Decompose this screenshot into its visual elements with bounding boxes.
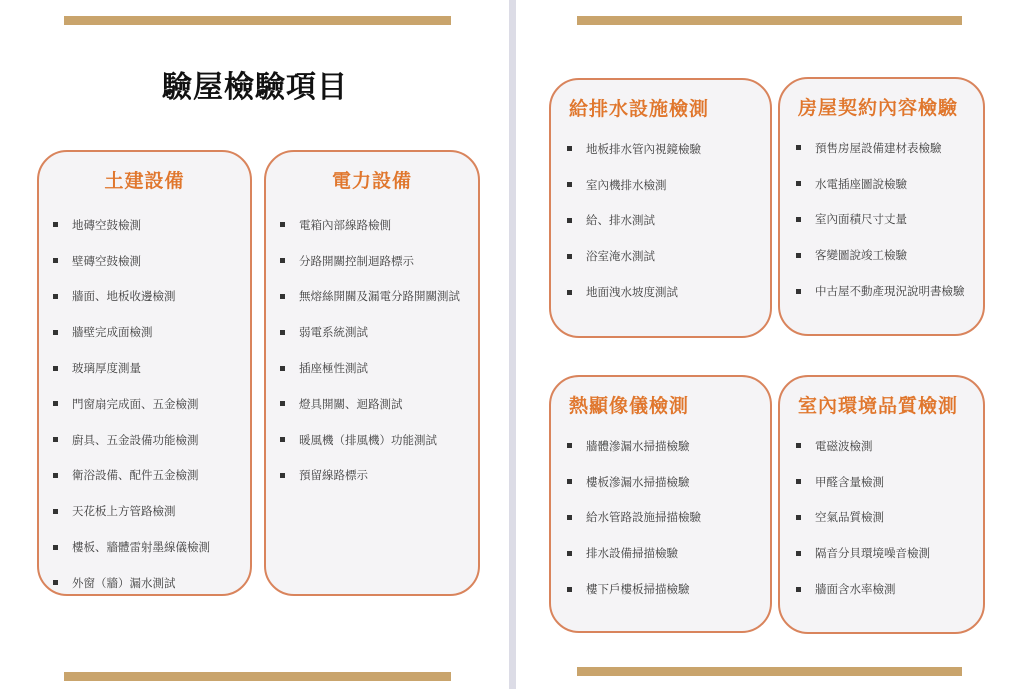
- bullet-icon: [796, 479, 801, 484]
- bullet-icon: [53, 509, 58, 514]
- list-item: 無熔絲開關及漏電分路開關測試: [266, 279, 478, 315]
- bullet-icon: [796, 181, 801, 186]
- list-item: 燈具開關、迴路測試: [266, 386, 478, 422]
- bullet-icon: [567, 515, 572, 520]
- list-item: 牆面含水率檢測: [780, 571, 983, 607]
- bullet-icon: [53, 473, 58, 478]
- bullet-icon: [280, 222, 285, 227]
- card-title: 電力設備: [331, 170, 412, 192]
- list-item: 牆面、地板收邊檢測: [39, 279, 250, 315]
- left-page: [0, 0, 509, 689]
- bullet-icon: [53, 258, 58, 263]
- list-item: 樓板、牆體雷射墨線儀檢測: [39, 529, 250, 565]
- list-item: 甲醛含量檢測: [780, 464, 983, 500]
- card-title: 房屋契約內容檢驗: [798, 97, 959, 119]
- list-item: 電磁波檢測: [780, 428, 983, 464]
- bullet-icon: [796, 253, 801, 258]
- list-item: 室內面積尺寸丈量: [780, 202, 983, 238]
- list-item: 壁磚空鼓檢測: [39, 243, 250, 279]
- list-item: 樓下戶樓板掃描檢驗: [551, 571, 770, 607]
- list-item: 給、排水測試: [551, 203, 770, 239]
- bullet-icon: [280, 437, 285, 442]
- card-title: 室內環境品質檢測: [798, 395, 959, 417]
- list-item: 地板排水管內視鏡檢驗: [551, 131, 770, 167]
- bullet-icon: [280, 401, 285, 406]
- right-page: [516, 0, 1024, 689]
- list-item: 中古屋不動產現況說明書檢驗: [780, 273, 983, 309]
- list-item: 牆體滲漏水掃描檢驗: [551, 428, 770, 464]
- item-list: [780, 130, 983, 309]
- item-list: [39, 207, 250, 601]
- card-contract-inspection: [778, 77, 985, 336]
- bullet-icon: [53, 545, 58, 550]
- bullet-icon: [567, 218, 572, 223]
- bullet-icon: [53, 366, 58, 371]
- bullet-icon: [796, 443, 801, 448]
- list-item: 地磚空鼓檢測: [39, 207, 250, 243]
- list-item: 預售房屋設備建材表檢驗: [780, 130, 983, 166]
- list-item: 室內機排水檢測: [551, 167, 770, 203]
- list-item: 外窗（牆）漏水測試: [39, 565, 250, 601]
- list-item: 插座極性測試: [266, 350, 478, 386]
- bullet-icon: [53, 437, 58, 442]
- bullet-icon: [567, 587, 572, 592]
- bullet-icon: [53, 580, 58, 585]
- card-title: 給排水設施檢測: [569, 98, 710, 120]
- bullet-icon: [280, 258, 285, 263]
- bullet-icon: [53, 294, 58, 299]
- card-title: 土建設備: [104, 170, 185, 192]
- bullet-icon: [796, 551, 801, 556]
- list-item: 水電插座圖說檢驗: [780, 166, 983, 202]
- bullet-icon: [53, 401, 58, 406]
- card-civil-equipment: [37, 150, 252, 596]
- list-item: 廚具、五金設備功能檢測: [39, 422, 250, 458]
- list-item: 玻璃厚度測量: [39, 350, 250, 386]
- bottom-rule: [64, 672, 451, 681]
- list-item: 隔音分貝環境噪音檢測: [780, 535, 983, 571]
- bullet-icon: [280, 330, 285, 335]
- list-item: 分路開關控制迴路標示: [266, 243, 478, 279]
- item-list: [266, 207, 478, 493]
- item-list: [551, 131, 770, 310]
- bullet-icon: [53, 330, 58, 335]
- list-item: 牆壁完成面檢測: [39, 314, 250, 350]
- list-item: 門窗扇完成面、五金檢測: [39, 386, 250, 422]
- list-item: 弱電系統測試: [266, 314, 478, 350]
- list-item: 電箱內部線路檢側: [266, 207, 478, 243]
- bullet-icon: [567, 479, 572, 484]
- bottom-rule: [577, 667, 962, 676]
- item-list: [780, 428, 983, 607]
- bullet-icon: [567, 551, 572, 556]
- card-electrical-equipment: [264, 150, 480, 596]
- bullet-icon: [280, 294, 285, 299]
- bullet-icon: [796, 217, 801, 222]
- list-item: 樓板滲漏水掃描檢驗: [551, 464, 770, 500]
- page-title: 驗屋檢驗項目: [162, 70, 348, 105]
- list-item: 天花板上方管路檢測: [39, 493, 250, 529]
- list-item: 衛浴設備、配件五金檢測: [39, 458, 250, 494]
- item-list: [551, 428, 770, 607]
- card-indoor-environment: [778, 375, 985, 634]
- bullet-icon: [567, 146, 572, 151]
- card-plumbing-inspection: [549, 78, 772, 338]
- card-thermal-imaging: [549, 375, 772, 633]
- bullet-icon: [796, 289, 801, 294]
- list-item: 地面洩水坡度測試: [551, 274, 770, 310]
- list-item: 給水管路設施掃描檢驗: [551, 500, 770, 536]
- top-rule: [577, 16, 962, 25]
- bullet-icon: [567, 290, 572, 295]
- top-rule: [64, 16, 451, 25]
- card-title: 熱顯像儀檢測: [569, 395, 690, 417]
- bullet-icon: [53, 222, 58, 227]
- bullet-icon: [567, 254, 572, 259]
- bullet-icon: [567, 182, 572, 187]
- list-item: 空氣品質檢測: [780, 500, 983, 536]
- bullet-icon: [796, 515, 801, 520]
- bullet-icon: [796, 145, 801, 150]
- bullet-icon: [280, 473, 285, 478]
- bullet-icon: [796, 587, 801, 592]
- list-item: 浴室淹水測試: [551, 238, 770, 274]
- bullet-icon: [567, 443, 572, 448]
- bullet-icon: [280, 366, 285, 371]
- list-item: 排水設備掃描檢驗: [551, 535, 770, 571]
- list-item: 客變圖說竣工檢驗: [780, 237, 983, 273]
- list-item: 暖風機（排風機）功能測試: [266, 422, 478, 458]
- list-item: 預留線路標示: [266, 458, 478, 494]
